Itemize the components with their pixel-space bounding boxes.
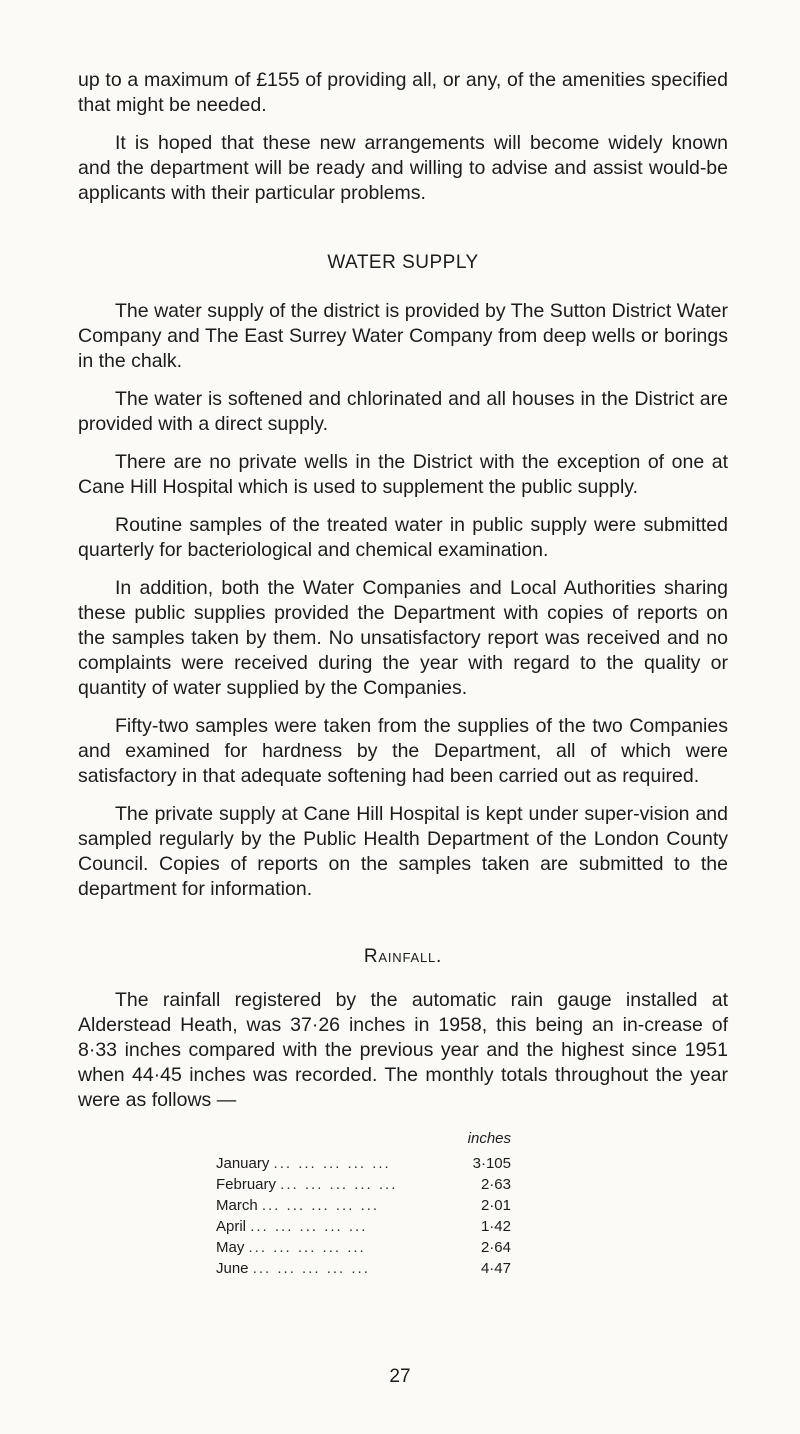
leader-dots: ... ... ... ... ...	[261, 1197, 380, 1214]
document-page	[78, 68, 728, 1279]
water-paragraph-1: The water supply of the district is provided by The Sutton District Water Company and The East Surrey Water Company from deep wells or borings in the chalk.	[78, 300, 728, 372]
rainfall-value: 1·42	[480, 1218, 511, 1235]
rainfall-value: 2·64	[480, 1239, 511, 1256]
table-row	[216, 1216, 511, 1237]
water-paragraph-3: There are no private wells in the District with the exception of one at Cane Hill Hospital which is used to supplement the public supply.	[78, 451, 728, 498]
table-row	[216, 1258, 511, 1279]
rainfall-value: 2·01	[480, 1197, 511, 1214]
rainfall-value: 3·105	[472, 1155, 511, 1172]
month-label: April	[216, 1218, 247, 1235]
water-supply-heading: WATER SUPPLY	[327, 252, 479, 273]
table-row	[216, 1174, 511, 1195]
rainfall-paragraph: The rainfall registered by the automatic rain gauge installed at Alderstead Heath, was 37·26 inches in 1958, this being an in-crease of 8·33 inches compared with the previous year and the highest since 1951 when 44·45 inches was recorded. The monthly totals throughout the year were as follows —	[78, 989, 728, 1111]
leader-dots: ... ... ... ... ...	[273, 1155, 391, 1172]
inches-header: inches	[467, 1130, 511, 1147]
water-paragraph-2: The water is softened and chlorinated and all houses in the District are provided with a direct supply.	[78, 388, 728, 435]
leader-dots: ... ... ... ... ...	[250, 1218, 368, 1235]
intro-paragraph-1: up to a maximum of £155 of providing all, or any, of the amenities specified that might be needed.	[78, 69, 728, 116]
rainfall-table-header	[216, 1130, 511, 1153]
water-paragraph-7: The private supply at Cane Hill Hospital is kept under super-vision and sampled regularly by the Public Health Department of the London County Council. Copies of reports on the samples taken are submitted to the department for information.	[78, 803, 728, 900]
table-row	[216, 1153, 511, 1174]
month-label: June	[216, 1260, 249, 1277]
water-paragraph-6: Fifty-two samples were taken from the supplies of the two Companies and examined for hardness by the Department, all of which were satisfactory in that adequate softening had been carried out as required.	[78, 715, 728, 787]
month-label: May	[216, 1239, 245, 1256]
month-label: March	[216, 1197, 258, 1214]
table-row	[216, 1237, 511, 1258]
month-label: January	[216, 1155, 270, 1172]
rainfall-value: 2·63	[480, 1176, 511, 1193]
rainfall-value: 4·47	[480, 1260, 511, 1277]
water-paragraph-4: Routine samples of the treated water in public supply were submitted quarterly for bacteriological and chemical examination.	[78, 514, 728, 561]
rainfall-table	[216, 1130, 511, 1279]
month-header	[216, 1130, 436, 1153]
leader-dots: ... ... ... ... ...	[280, 1176, 398, 1193]
leader-dots: ... ... ... ... ...	[248, 1239, 366, 1256]
table-row	[216, 1195, 511, 1216]
water-paragraph-5: In addition, both the Water Companies and Local Authorities sharing these public supplies provided the Department with copies of reports on the samples taken by them. No unsatisfactory report was received and no complaints were received during the year with regard to the quality or quantity of water supplied by the Companies.	[78, 577, 728, 699]
intro-paragraph-2: It is hoped that these new arrangements will become widely known and the department will be ready and willing to advise and assist would-be applicants with their particular problems.	[78, 132, 728, 204]
month-label: February	[216, 1176, 277, 1193]
rainfall-heading: Rainfall.	[363, 946, 443, 967]
leader-dots: ... ... ... ... ...	[252, 1260, 370, 1277]
page-number: 27	[389, 1366, 411, 1387]
